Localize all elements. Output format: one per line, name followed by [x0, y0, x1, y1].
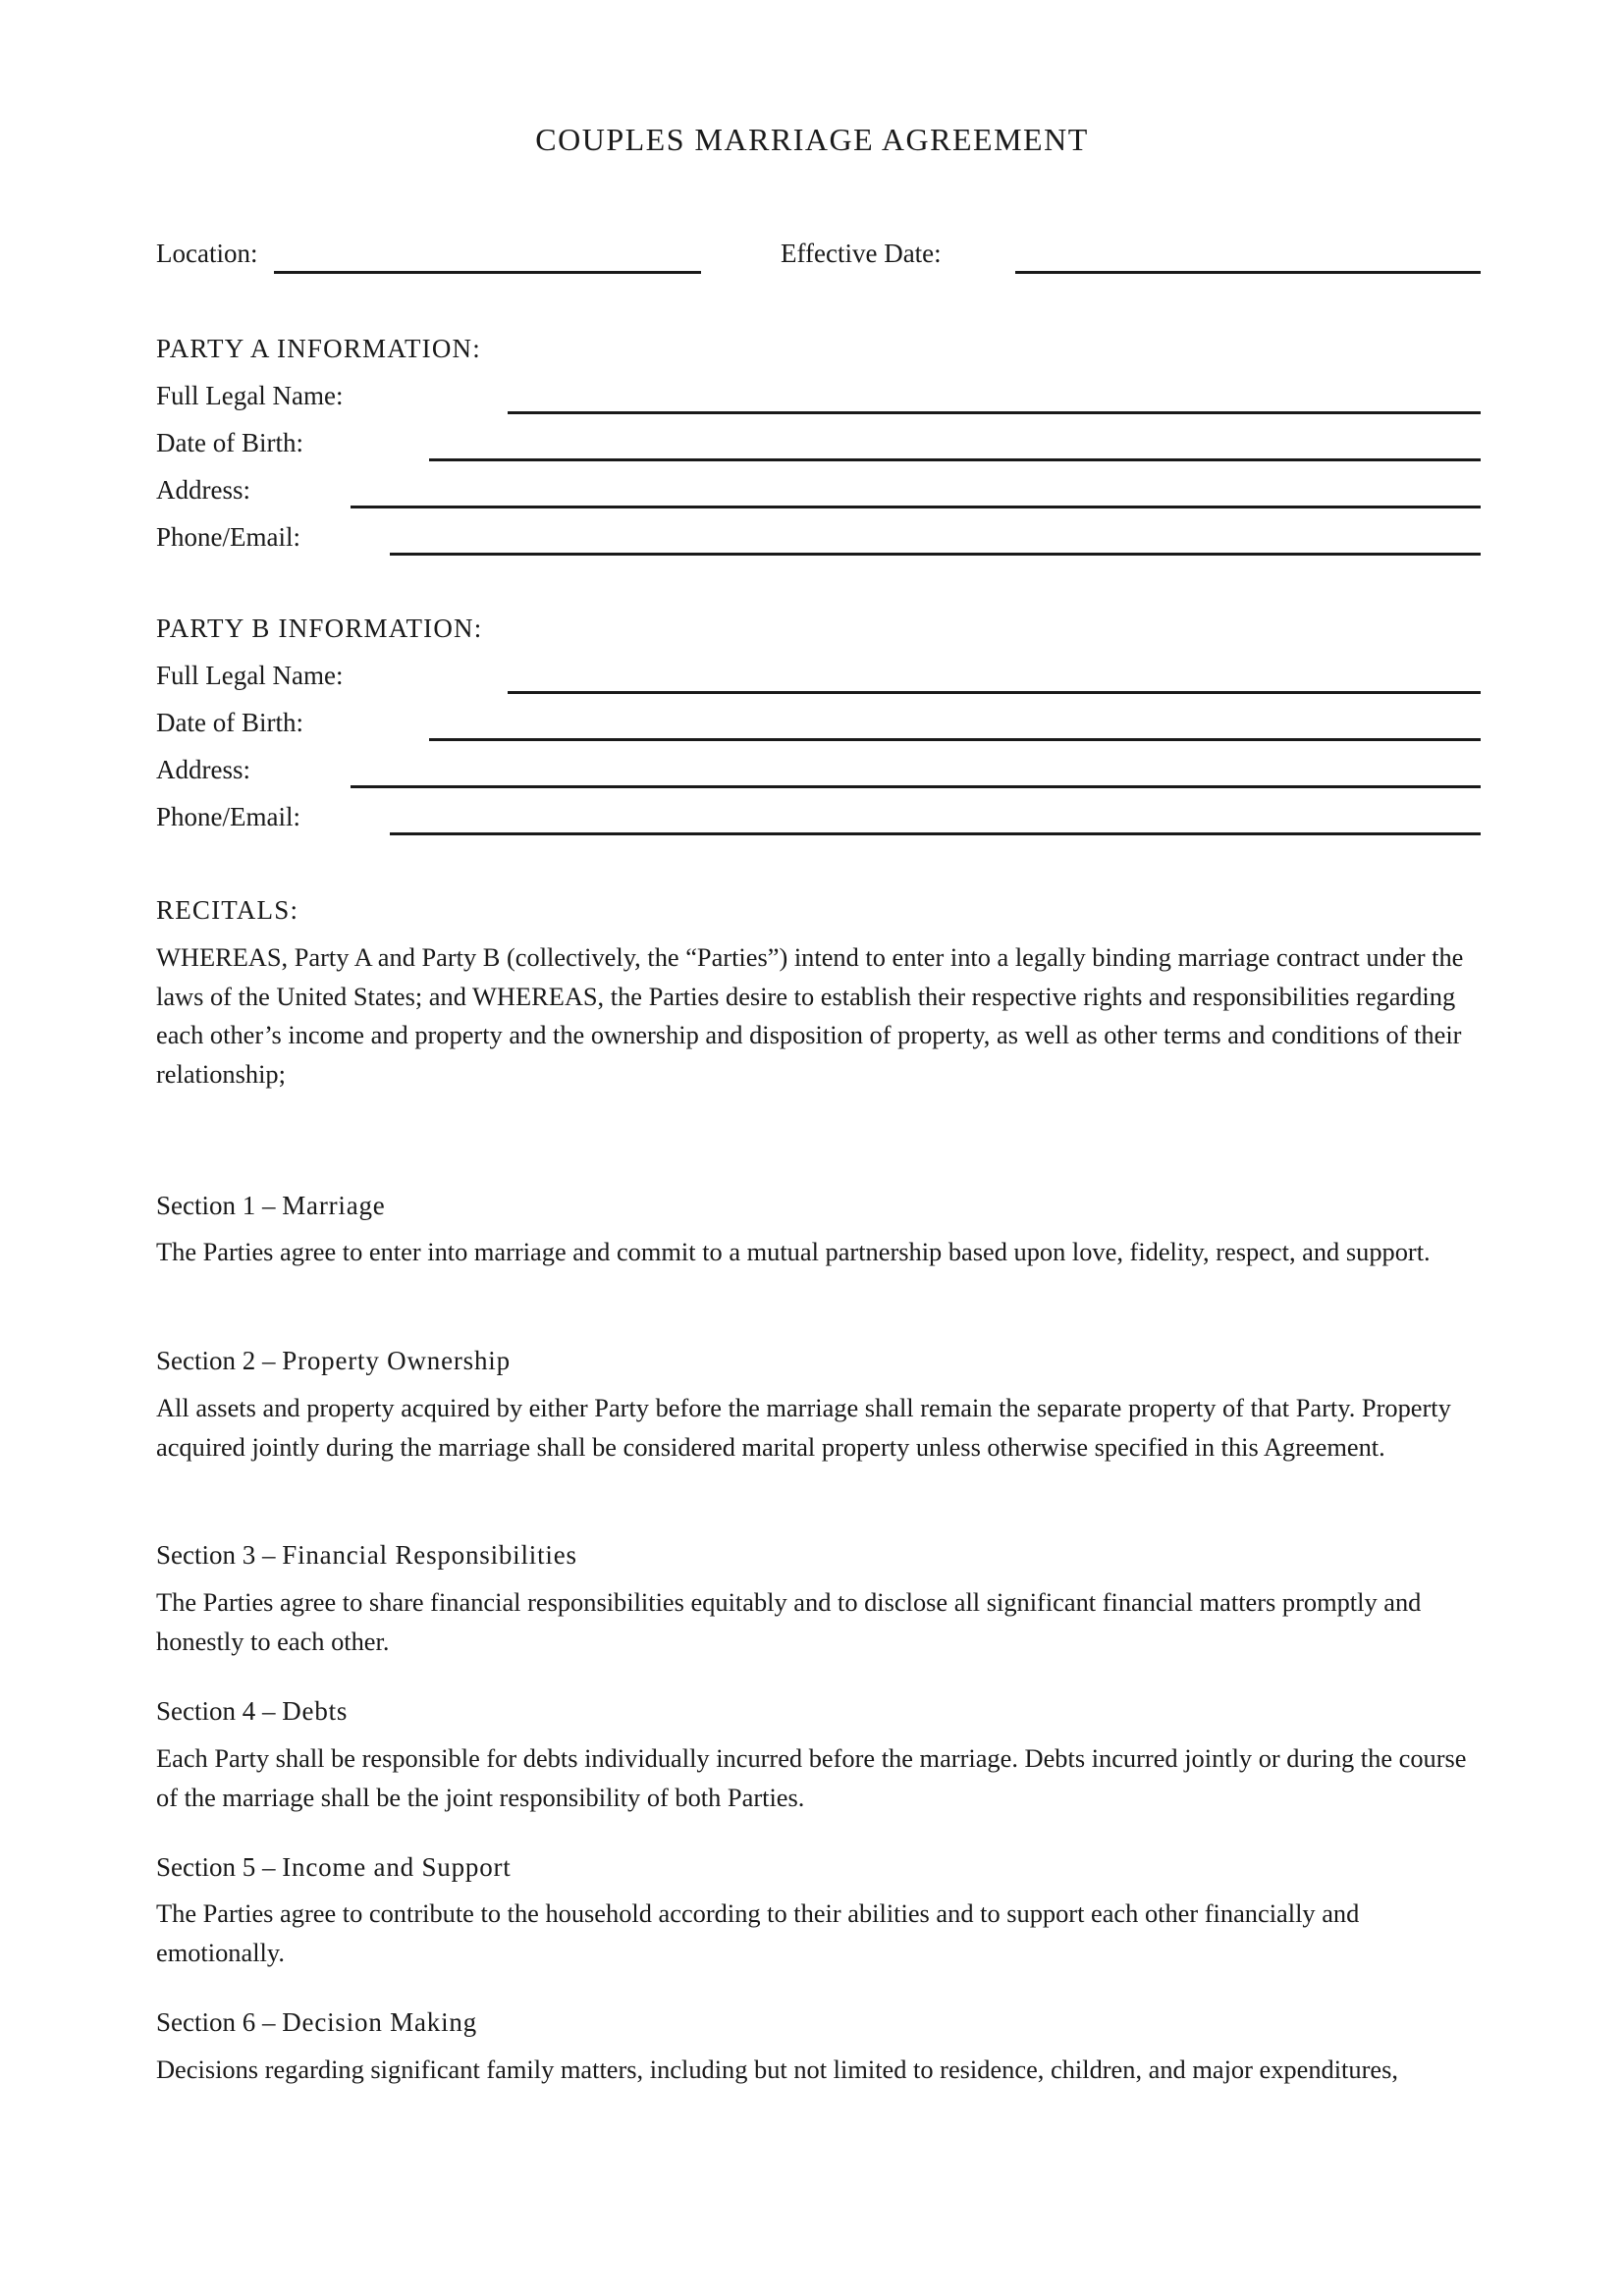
- section-1-heading: [156, 1191, 386, 1221]
- section-6-text: Decisions regarding significant family matters, including but not limited to residence, children, and major expenditures,: [156, 2055, 1398, 2084]
- section-title: Property Ownership: [282, 1346, 511, 1375]
- effective-date-label: Effective Date:: [781, 239, 942, 268]
- section-number: Section 2 –: [156, 1346, 276, 1375]
- recitals-text: WHEREAS, Party A and Party B (collectively, the “Parties”) intend to enter into a legally binding marriage contract under the laws of the United States; and WHEREAS, the Parties desire to establish their respective rights and responsibilities regarding each other’s income and property and the ownership and disposition of property, as well as other terms and conditions of their relationship;: [156, 942, 1464, 1089]
- section-6-heading: [156, 2007, 477, 2038]
- section-2-heading: [156, 1346, 511, 1376]
- section-3-heading: [156, 1540, 577, 1571]
- section-title: Decision Making: [282, 2007, 477, 2037]
- party-b-name-field[interactable]: [508, 691, 1481, 694]
- section-number: Section 1 –: [156, 1191, 276, 1220]
- document-title: COUPLES MARRIAGE AGREEMENT: [535, 122, 1089, 157]
- party-a-heading: PARTY A INFORMATION:: [156, 334, 481, 363]
- party-b-contact-field[interactable]: [390, 832, 1481, 835]
- party-a-address-label: Address:: [156, 475, 250, 505]
- party-a-contact-label: Phone/Email:: [156, 522, 300, 552]
- section-number: Section 6 –: [156, 2007, 276, 2037]
- section-3-text: The Parties agree to share financial responsibilities equitably and to disclose all significant financial matters promptly and honestly to each other.: [156, 1587, 1422, 1656]
- party-b-dob-label: Date of Birth:: [156, 708, 303, 737]
- effective-date-field[interactable]: [1015, 271, 1481, 274]
- party-a-name-field[interactable]: [508, 411, 1481, 414]
- party-a-contact-field[interactable]: [390, 553, 1481, 556]
- recitals-heading: RECITALS:: [156, 895, 299, 925]
- party-a-name-label: Full Legal Name:: [156, 381, 344, 410]
- party-b-dob-field[interactable]: [429, 738, 1481, 741]
- party-b-address-field[interactable]: [351, 785, 1481, 788]
- section-number: Section 4 –: [156, 1696, 276, 1726]
- section-5-heading: [156, 1852, 512, 1883]
- location-label: Location:: [156, 239, 258, 268]
- section-1-text: The Parties agree to enter into marriage and commit to a mutual partnership based upon love, fidelity, respect, and support.: [156, 1237, 1431, 1266]
- section-4-text: Each Party shall be responsible for debts individually incurred before the marriage. Debts incurred jointly or during the course of the marriage shall be the joint responsibility of both Parties.: [156, 1743, 1467, 1812]
- party-a-dob-label: Date of Birth:: [156, 428, 303, 457]
- party-a-address-field[interactable]: [351, 506, 1481, 508]
- section-title: Marriage: [282, 1191, 386, 1220]
- party-a-dob-field[interactable]: [429, 458, 1481, 461]
- section-title: Income and Support: [282, 1852, 512, 1882]
- section-5-text: The Parties agree to contribute to the household according to their abilities and to support each other financially and emotionally.: [156, 1898, 1360, 1967]
- section-title: Financial Responsibilities: [282, 1540, 577, 1570]
- party-b-heading: PARTY B INFORMATION:: [156, 614, 483, 643]
- section-4-heading: [156, 1696, 348, 1727]
- section-title: Debts: [282, 1696, 349, 1726]
- location-field[interactable]: [274, 271, 701, 274]
- section-2-text: All assets and property acquired by either Party before the marriage shall remain the separate property of that Party. Property acquired jointly during the marriage shall be considered marital property unless otherwise specified in this Agreement.: [156, 1393, 1451, 1462]
- section-number: Section 3 –: [156, 1540, 276, 1570]
- party-b-contact-label: Phone/Email:: [156, 802, 300, 831]
- party-b-name-label: Full Legal Name:: [156, 661, 344, 690]
- party-b-address-label: Address:: [156, 755, 250, 784]
- section-number: Section 5 –: [156, 1852, 276, 1882]
